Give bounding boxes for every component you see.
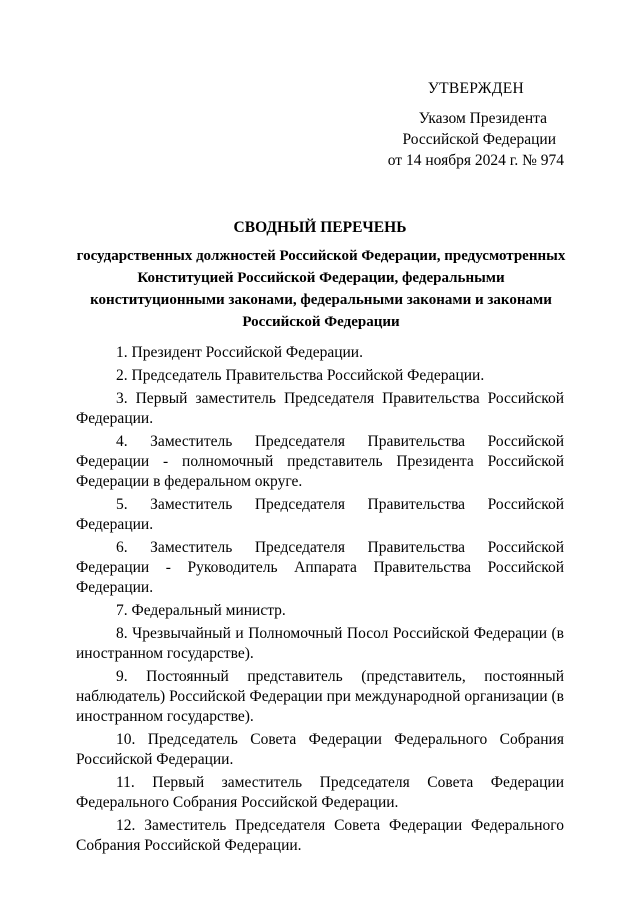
approval-date-line: от 14 ноября 2024 г. № 974 bbox=[387, 152, 564, 169]
approval-block bbox=[320, 78, 564, 171]
list-item: 5. Заместитель Председателя Правительства Российской Федерации. bbox=[76, 496, 564, 533]
list-item: 11. Первый заместитель Председателя Совета Федерации Федерального Собрания Российской Федерации. bbox=[76, 774, 564, 811]
approval-heading: УТВЕРЖДЕН bbox=[427, 80, 524, 97]
list-item: 1. Президент Российской Федерации. bbox=[116, 344, 363, 361]
list-item: 6. Заместитель Председателя Правительства Российской Федерации - Руководитель Аппарата Правительства Российской Федерации. bbox=[76, 539, 564, 596]
list-item: 9. Постоянный представитель (представитель, постоянный наблюдатель) Российской Федерации при международной организации (в иностранном государстве). bbox=[76, 668, 564, 725]
list-item: 4. Заместитель Председателя Правительства Российской Федерации - полномочный представитель Президента Российской Федерации в федеральном округе. bbox=[76, 433, 564, 490]
list-item: 7. Федеральный министр. bbox=[116, 602, 286, 619]
positions-list bbox=[76, 343, 564, 859]
list-item: 3. Первый заместитель Председателя Правительства Российской Федерации. bbox=[76, 390, 564, 427]
list-item: 10. Председатель Совета Федерации Федерального Собрания Российской Федерации. bbox=[76, 731, 564, 768]
list-item: 2. Председатель Правительства Российской Федерации. bbox=[116, 367, 485, 384]
list-item: 12. Заместитель Председателя Совета Федерации Федерального Собрания Российской Федерации. bbox=[76, 817, 564, 854]
list-item: 8. Чрезвычайный и Полномочный Посол Российской Федерации (в иностранном государстве). bbox=[76, 625, 564, 662]
approval-country-line: Российской Федерации bbox=[402, 131, 556, 148]
document-subtitle: государственных должностей Российской Федерации, предусмотренных Конституцией Российской Федерации, федеральными конституционными законами, федеральными законами и законами Российской Федерации bbox=[76, 248, 566, 330]
document-title: СВОДНЫЙ ПЕРЕЧЕНЬ bbox=[233, 219, 407, 236]
approval-decree-line: Указом Президента bbox=[418, 110, 547, 127]
